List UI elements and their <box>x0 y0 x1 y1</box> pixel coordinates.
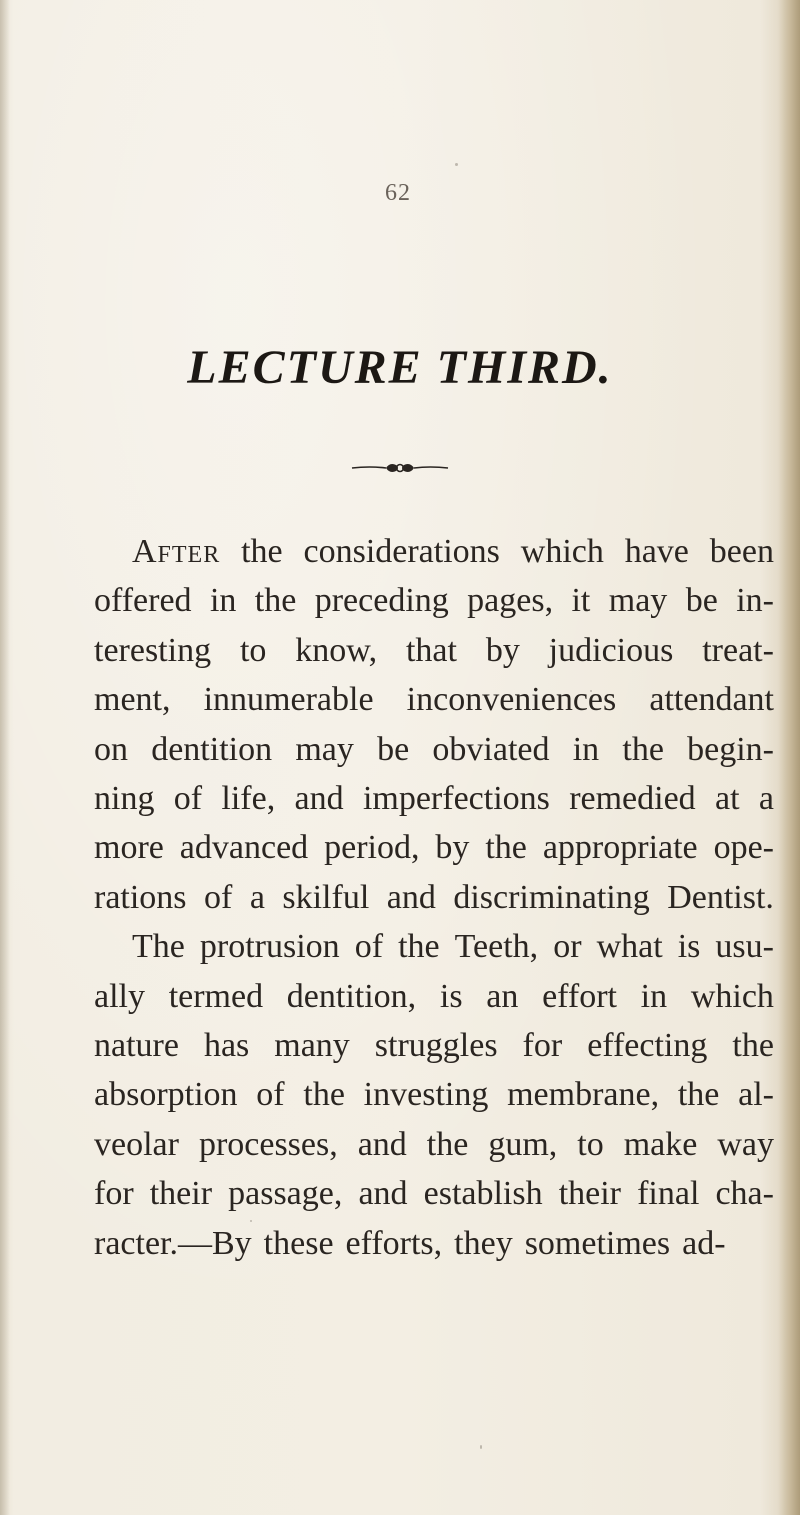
text-word: is <box>677 928 701 966</box>
text-word: the <box>677 1076 720 1114</box>
text-word: period, <box>324 829 420 867</box>
text-word: considerations <box>303 533 500 570</box>
text-word: processes, <box>198 1125 338 1163</box>
text-word: appropriate <box>542 829 698 867</box>
text-line <box>94 873 774 922</box>
text-word: a <box>249 878 265 916</box>
text-word: the <box>398 928 440 966</box>
text-word: which <box>690 977 774 1015</box>
text-word: usu- <box>715 928 774 966</box>
text-word: on <box>94 730 128 768</box>
text-word: they <box>454 1224 513 1262</box>
text-word: is <box>439 977 463 1015</box>
paper-speck <box>480 1445 482 1449</box>
text-word: gum, <box>488 1125 558 1163</box>
text-line <box>94 576 774 625</box>
text-word: has <box>203 1027 250 1065</box>
text-word: teresting <box>94 631 212 669</box>
text-word: in <box>572 730 600 768</box>
text-line <box>94 972 774 1021</box>
text-word: rations <box>94 878 187 916</box>
text-word: at <box>715 780 740 818</box>
text-word: for <box>94 1175 134 1213</box>
text-word: these <box>263 1224 334 1262</box>
text-word: nature <box>94 1027 179 1065</box>
text-word: more <box>94 829 164 867</box>
text-word: life, <box>221 780 276 818</box>
text-word: offered <box>94 582 192 620</box>
text-line <box>94 1120 774 1169</box>
text-word: termed <box>168 977 264 1015</box>
text-word: establish <box>423 1175 543 1213</box>
text-line <box>94 1021 774 1070</box>
text-word: may <box>608 582 668 620</box>
text-word: the <box>622 730 664 768</box>
text-word: it <box>571 582 591 620</box>
paper-speck <box>455 163 458 166</box>
text-word: innumerable <box>203 681 374 719</box>
text-word: final <box>637 1175 700 1213</box>
text-word: begin- <box>687 730 774 768</box>
text-word: their <box>149 1175 213 1213</box>
text-word: way <box>717 1125 774 1163</box>
text-word: the <box>732 1027 774 1065</box>
text-word: many <box>274 1027 350 1065</box>
text-word: an <box>486 977 519 1015</box>
text-line <box>94 1070 774 1119</box>
text-word: inconveniences <box>406 681 617 719</box>
text-word: been <box>709 533 774 570</box>
text-word: ment, <box>94 681 171 719</box>
text-word: to <box>577 1125 604 1163</box>
text-word: pages, <box>467 582 554 620</box>
text-word: have <box>624 533 689 570</box>
text-word: know, <box>295 631 378 669</box>
text-word: of <box>173 780 203 818</box>
text-word: efforts, <box>345 1224 443 1262</box>
text-word: dentition <box>151 730 273 768</box>
text-word: The <box>132 928 185 966</box>
text-line <box>94 725 774 774</box>
text-word: racter.—By <box>94 1224 252 1262</box>
text-word: investing <box>363 1076 489 1114</box>
text-word: and <box>386 878 436 916</box>
paper-speck <box>590 690 592 692</box>
text-word: imperfections <box>362 780 550 818</box>
text-word: which <box>520 533 604 570</box>
ornament-icon <box>350 460 450 476</box>
text-word: of <box>354 928 384 966</box>
text-word: cha- <box>715 1175 774 1213</box>
text-word: of <box>256 1076 285 1114</box>
text-word: the <box>241 533 283 570</box>
lecture-body-text <box>94 527 774 1268</box>
page-gutter-shadow <box>0 0 10 1515</box>
text-word: passage, <box>228 1175 343 1213</box>
text-word: Teeth, <box>454 928 539 966</box>
text-word: struggles <box>374 1027 498 1065</box>
text-word: for <box>522 1027 563 1065</box>
text-word: the <box>426 1125 469 1163</box>
text-word: dentition, <box>286 977 417 1015</box>
text-word: the <box>303 1076 345 1114</box>
text-line <box>94 774 774 823</box>
text-word: sometimes <box>524 1224 671 1262</box>
text-word: ope- <box>713 829 774 867</box>
text-word: the <box>254 582 297 620</box>
text-word: may <box>295 730 354 768</box>
text-line <box>94 527 774 576</box>
text-word: After <box>132 533 221 570</box>
text-word: to <box>239 631 267 669</box>
text-line <box>94 675 774 724</box>
text-word: ning <box>94 780 155 818</box>
text-word: effort <box>542 977 617 1015</box>
text-word: by <box>485 631 520 669</box>
text-word: preceding <box>314 582 449 620</box>
text-word: absorption <box>94 1076 238 1114</box>
text-word: membrane, <box>507 1076 660 1114</box>
text-word: ad- <box>682 1224 726 1262</box>
text-word: attendant <box>649 681 774 719</box>
paper-speck <box>250 1220 252 1222</box>
page-edge-shadow <box>778 0 800 1515</box>
text-word: their <box>558 1175 621 1213</box>
text-line <box>94 1169 774 1218</box>
text-word: of <box>204 878 233 916</box>
text-word: and <box>294 780 344 818</box>
text-word: by <box>435 829 470 867</box>
text-word: and <box>358 1175 408 1213</box>
text-word: in- <box>736 582 774 620</box>
text-word: advanced <box>179 829 309 867</box>
lecture-title: LECTURE THIRD. <box>187 341 613 394</box>
text-line <box>94 1219 774 1268</box>
text-word: in <box>209 582 237 620</box>
text-word: treat- <box>702 631 774 669</box>
page-number: 62 <box>385 180 411 206</box>
text-word: in <box>640 977 668 1015</box>
text-word: a <box>758 780 774 818</box>
text-line <box>94 626 774 675</box>
text-word: be <box>377 730 410 768</box>
text-word: protrusion <box>199 928 340 966</box>
text-line <box>94 922 774 971</box>
text-word: effecting <box>587 1027 708 1065</box>
text-word: judicious <box>548 631 674 669</box>
text-word: obviated <box>432 730 550 768</box>
text-line <box>94 823 774 872</box>
text-word: and <box>357 1125 407 1163</box>
text-word: or <box>553 928 582 966</box>
text-word: remedied <box>569 780 696 818</box>
text-word: that <box>405 631 457 669</box>
text-word: Dentist. <box>667 878 774 916</box>
text-word: make <box>623 1125 698 1163</box>
text-word: al- <box>738 1076 774 1114</box>
text-word: veolar <box>94 1125 179 1163</box>
text-word: ally <box>94 977 145 1015</box>
text-word: the <box>485 829 527 867</box>
text-word: discriminating <box>453 878 650 916</box>
text-word: skilful <box>282 878 370 916</box>
text-word: be <box>685 582 718 620</box>
text-word: what <box>596 928 663 966</box>
